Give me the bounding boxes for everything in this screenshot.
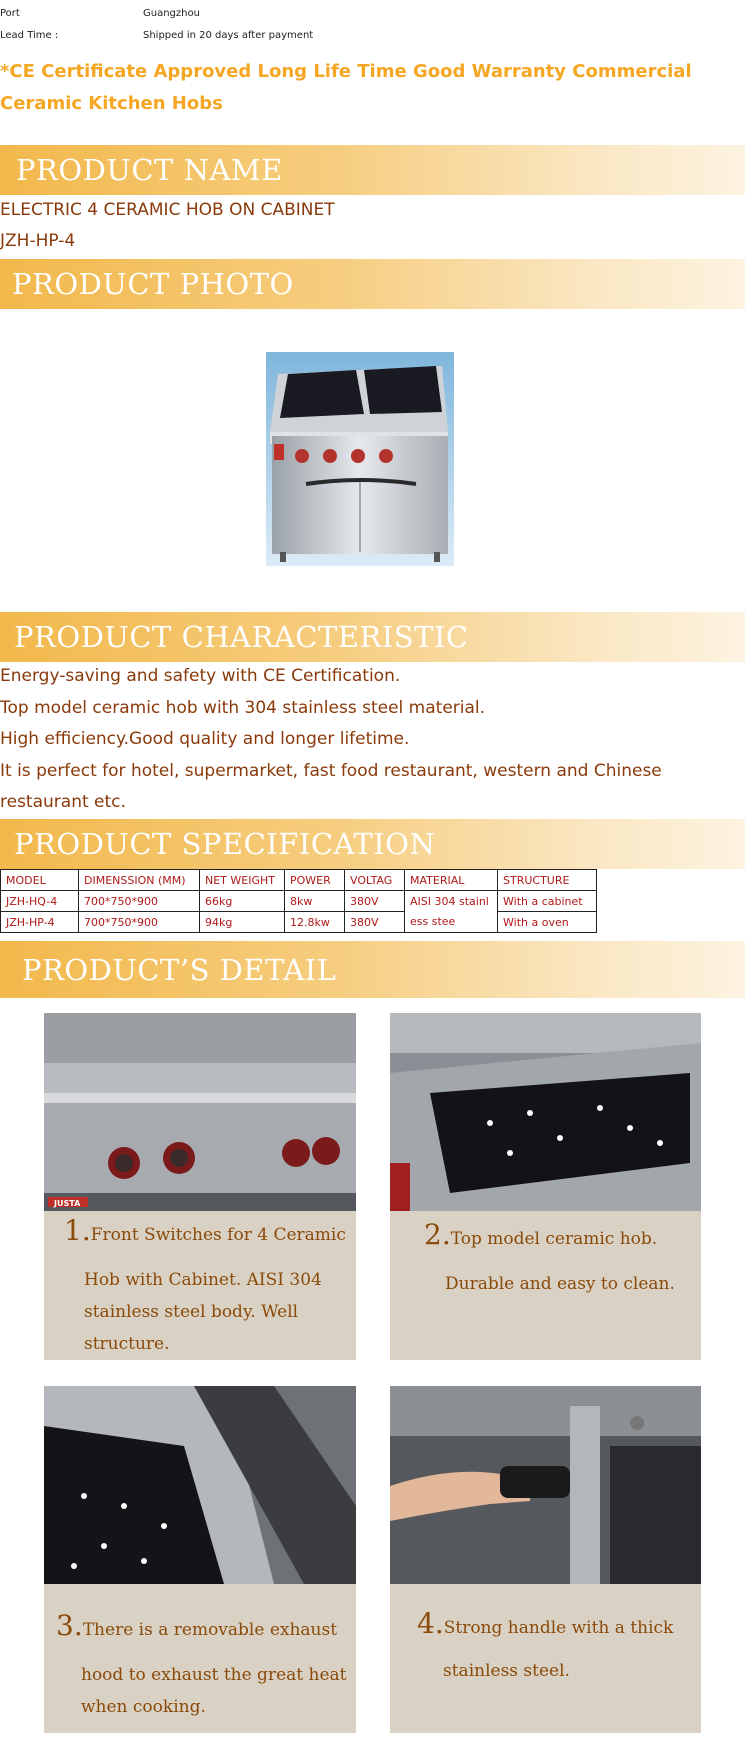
- section-product-photo: [0, 259, 745, 309]
- section-title: PRODUCT NAME: [16, 153, 283, 187]
- section-title: PRODUCT’S DETAIL: [22, 952, 337, 987]
- caption-first-line: [424, 1218, 658, 1255]
- header-cell: DIMENSSION (MM): [79, 870, 200, 891]
- cell-dimension: 700*750*900: [79, 891, 200, 912]
- caption-number: 3.: [56, 1609, 83, 1642]
- characteristic-line: High efficiency.Good quality and longer lifetime.: [0, 729, 410, 749]
- material-line: AISI 304 stainl: [410, 894, 489, 908]
- detail-caption-2: [390, 1211, 701, 1360]
- product-model: JZH-HP-4: [0, 231, 76, 251]
- spec-table: [0, 869, 597, 933]
- cell-power: 12.8kw: [285, 912, 345, 933]
- brand-label: JUSTA: [54, 1199, 81, 1208]
- caption-text: Hob with Cabinet. AISI 304 stainless steel body. Well structure.: [84, 1270, 322, 1354]
- cell-voltage: 380V: [345, 912, 405, 933]
- table-header-row: [1, 870, 597, 891]
- characteristic-line: restaurant etc.: [0, 792, 126, 812]
- detail-caption-4: [390, 1584, 701, 1733]
- exhaust-hood-image: [44, 1386, 356, 1584]
- cell-weight: 66kg: [200, 891, 285, 912]
- cell-weight: 94kg: [200, 912, 285, 933]
- header-cell: MATERIAL: [405, 870, 498, 891]
- cell-material: [405, 891, 498, 933]
- header-cell: STRUCTURE: [498, 870, 597, 891]
- lead-time-label: Lead Time :: [0, 30, 59, 41]
- caption-text: Top model ceramic hob.: [450, 1229, 658, 1249]
- caption-text: Durable and easy to clean.: [445, 1274, 675, 1294]
- section-title: PRODUCT SPECIFICATION: [14, 827, 436, 861]
- caption-number: 2.: [424, 1218, 451, 1251]
- detail-photo-handle: [390, 1386, 701, 1584]
- cell-dimension: 700*750*900: [79, 912, 200, 933]
- lead-time-value: Shipped in 20 days after payment: [143, 30, 314, 41]
- table-row: [1, 912, 597, 933]
- section-product-name: [0, 145, 745, 195]
- table-row: [1, 891, 597, 912]
- header-cell: POWER: [285, 870, 345, 891]
- detail-photo-switches: [44, 1013, 356, 1211]
- page-headline: *CE Certificate Approved Long Life Time Good Warranty Commercial Ceramic Kitchen Hobs: [0, 61, 692, 114]
- caption-text: There is a removable exhaust: [82, 1620, 338, 1640]
- section-title: PRODUCT PHOTO: [12, 267, 294, 301]
- ceramic-hob-image: [390, 1013, 701, 1211]
- caption-first-line: [64, 1214, 346, 1251]
- header-cell: NET WEIGHT: [200, 870, 285, 891]
- port-value: Guangzhou: [143, 8, 200, 19]
- hob-cabinet-image: [266, 352, 454, 566]
- detail-caption-1: [44, 1211, 356, 1360]
- characteristic-line: Top model ceramic hob with 304 stainless steel material.: [0, 698, 486, 718]
- header-cell: VOLTAG: [345, 870, 405, 891]
- detail-photo-exhaust: [44, 1386, 356, 1584]
- cell-structure: With a cabinet: [498, 891, 597, 912]
- product-title: ELECTRIC 4 CERAMIC HOB ON CABINET: [0, 200, 335, 220]
- caption-first-line: [56, 1609, 338, 1646]
- cell-power: 8kw: [285, 891, 345, 912]
- characteristic-line: It is perfect for hotel, supermarket, fast food restaurant, western and Chinese: [0, 761, 662, 781]
- caption-number: 1.: [64, 1214, 91, 1247]
- cell-model: JZH-HP-4: [1, 912, 79, 933]
- caption-number: 4.: [417, 1607, 444, 1640]
- detail-caption-3: [44, 1584, 356, 1733]
- section-product-specification: [0, 819, 745, 869]
- section-title: PRODUCT CHARACTERISTIC: [14, 620, 469, 654]
- cell-structure: With a oven: [498, 912, 597, 933]
- caption-text: stainless steel.: [443, 1661, 570, 1681]
- section-product-detail: [0, 941, 745, 998]
- detail-photo-hob: [390, 1013, 701, 1211]
- caption-text: Strong handle with a thick: [443, 1618, 674, 1638]
- characteristic-line: Energy-saving and safety with CE Certification.: [0, 666, 401, 686]
- cell-voltage: 380V: [345, 891, 405, 912]
- product-photo: [266, 352, 454, 566]
- port-label: Port: [0, 8, 20, 19]
- caption-text: hood to exhaust the great heat when cooking.: [81, 1665, 347, 1717]
- handle-image: [390, 1386, 701, 1584]
- cell-model: JZH-HQ-4: [1, 891, 79, 912]
- section-product-characteristic: [0, 612, 745, 662]
- front-switches-image: [44, 1013, 356, 1211]
- material-line: ess stee: [410, 914, 456, 928]
- header-cell: MODEL: [1, 870, 79, 891]
- caption-first-line: [417, 1607, 674, 1644]
- caption-text: Front Switches for 4 Ceramic: [90, 1225, 346, 1245]
